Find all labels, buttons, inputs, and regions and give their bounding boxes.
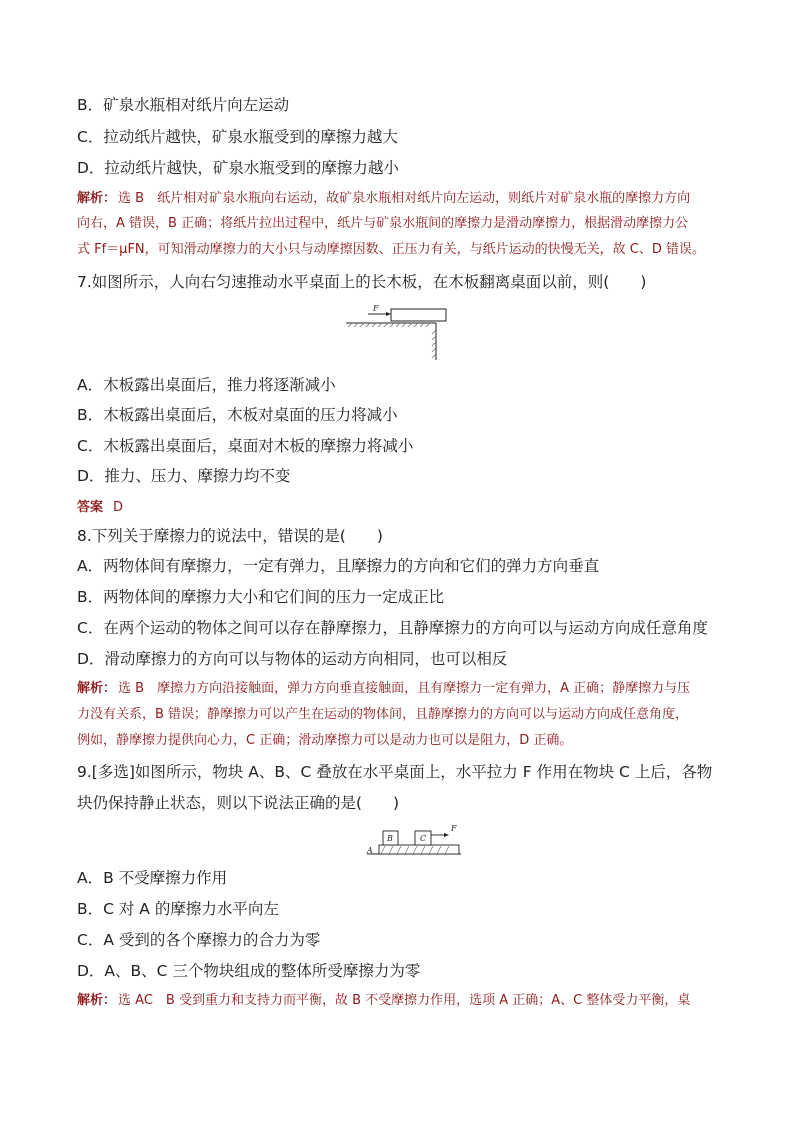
force-label: F: [373, 304, 379, 313]
q6-option-d: D．拉动纸片越快，矿泉水瓶受到的摩擦力越小: [77, 159, 399, 177]
analysis-tag: 解析：: [77, 681, 117, 696]
q9-option-b: B．C 对 A 的摩擦力水平向左: [77, 900, 279, 918]
q7-option-b: B．木板露出桌面后，木板对桌面的压力将减小: [77, 406, 398, 424]
q7-option-a: A．木板露出桌面后，推力将逐渐减小: [77, 376, 336, 394]
block-c-label: C: [420, 834, 427, 843]
q9-analysis-line-1: [77, 992, 690, 1010]
q7-option-c: C．木板露出桌面后，桌面对木板的摩擦力将减小: [77, 437, 414, 455]
q8-option-d: D．滑动摩擦力的方向可以与物体的运动方向相同，也可以相反: [77, 650, 508, 668]
wooden-board: [391, 309, 446, 321]
q8-option-a: A．两物体间有摩擦力，一定有弹力，且摩擦力的方向和它们的弹力方向垂直: [77, 557, 600, 575]
q9-option-d: D．A、B、C 三个物块组成的整体所受摩擦力为零: [77, 962, 421, 980]
block-a-label: A: [367, 846, 373, 855]
block-b-label: B: [387, 834, 393, 843]
pull-force-arrowhead: [444, 833, 449, 837]
q7-answer: [77, 499, 123, 517]
force-arrowhead: [386, 312, 391, 316]
pull-force-label: F: [451, 824, 457, 833]
q8-stem: 8.下列关于摩擦力的说法中，错误的是( ): [77, 527, 383, 545]
q8-analysis-line-3: 例如，静摩擦力提供向心力，C 正确；滑动摩擦力可以是动力也可以是阻力，D 正确。: [77, 733, 573, 748]
q6-option-c: C．拉动纸片越快，矿泉水瓶受到的摩擦力越大: [77, 128, 398, 146]
q8-analysis-text-1: 选 B 摩擦力方向沿接触面，弹力方向垂直接触面，且有摩擦力一定有弹力，A 正确；静摩擦力与压: [118, 681, 691, 696]
q9-figure: [365, 820, 465, 858]
q7-option-d: D．推力、压力、摩擦力均不变: [77, 467, 291, 485]
q7-answer-value: D: [113, 500, 124, 515]
q9-option-a: A．B 不受摩擦力作用: [77, 869, 228, 887]
q8-analysis-line-2: 力没有关系，B 错误；静摩擦力可以产生在运动的物体间，且静摩擦力的方向可以与运动方向成任意角度，: [77, 707, 689, 722]
q6-analysis-line-1: [77, 190, 690, 208]
q9-stem-line-1: 9.[多选]如图所示，物块 A、B、C 叠放在水平桌面上，水平拉力 F 作用在物块 C 上后，各物: [77, 763, 713, 781]
q8-option-c: C．在两个运动的物体之间可以存在静摩擦力，且静摩擦力的方向可以与运动方向成任意角度: [77, 619, 708, 637]
analysis-tag: 解析：: [77, 993, 117, 1008]
q9-option-c: C．A 受到的各个摩擦力的合力为零: [77, 931, 321, 949]
q9-analysis-text-1: 选 AC B 受到重力和支持力而平衡，故 B 不受摩擦力作用，选项 A 正确；A、C 整体受力平衡，桌: [118, 993, 691, 1008]
q7-figure: [340, 300, 455, 362]
q6-option-b: B．矿泉水瓶相对纸片向左运动: [77, 96, 290, 114]
q9-stem-line-2: 块仍保持静止状态，则以下说法正确的是( ): [77, 794, 400, 812]
q8-option-b: B．两物体间的摩擦力大小和它们间的压力一定成正比: [77, 588, 445, 606]
q7-stem: 7.如图所示，人向右匀速推动水平桌面上的长木板，在木板翻离桌面以前，则( ): [77, 273, 647, 291]
analysis-tag: 解析：: [77, 191, 117, 206]
q6-analysis-line-3: 式 Ff＝μFN，可知滑动摩擦力的大小只与动摩擦因数、正压力有关，与纸片运动的快慢无关，故 C、D 错误。: [77, 242, 706, 257]
q6-analysis-text-1: 选 B 纸片相对矿泉水瓶向右运动，故矿泉水瓶相对纸片向左运动，则纸片对矿泉水瓶的摩擦力方向: [118, 191, 691, 206]
table-hatching: [348, 323, 430, 327]
table-edge-hatching: [432, 330, 436, 358]
q8-analysis-line-1: [77, 680, 690, 698]
answer-tag: 答案: [77, 500, 104, 515]
q6-analysis-line-2: 向右，A 错误，B 正确；将纸片拉出过程中，纸片与矿泉水瓶间的摩擦力是滑动摩擦力，根据滑动摩擦力公: [77, 216, 689, 231]
